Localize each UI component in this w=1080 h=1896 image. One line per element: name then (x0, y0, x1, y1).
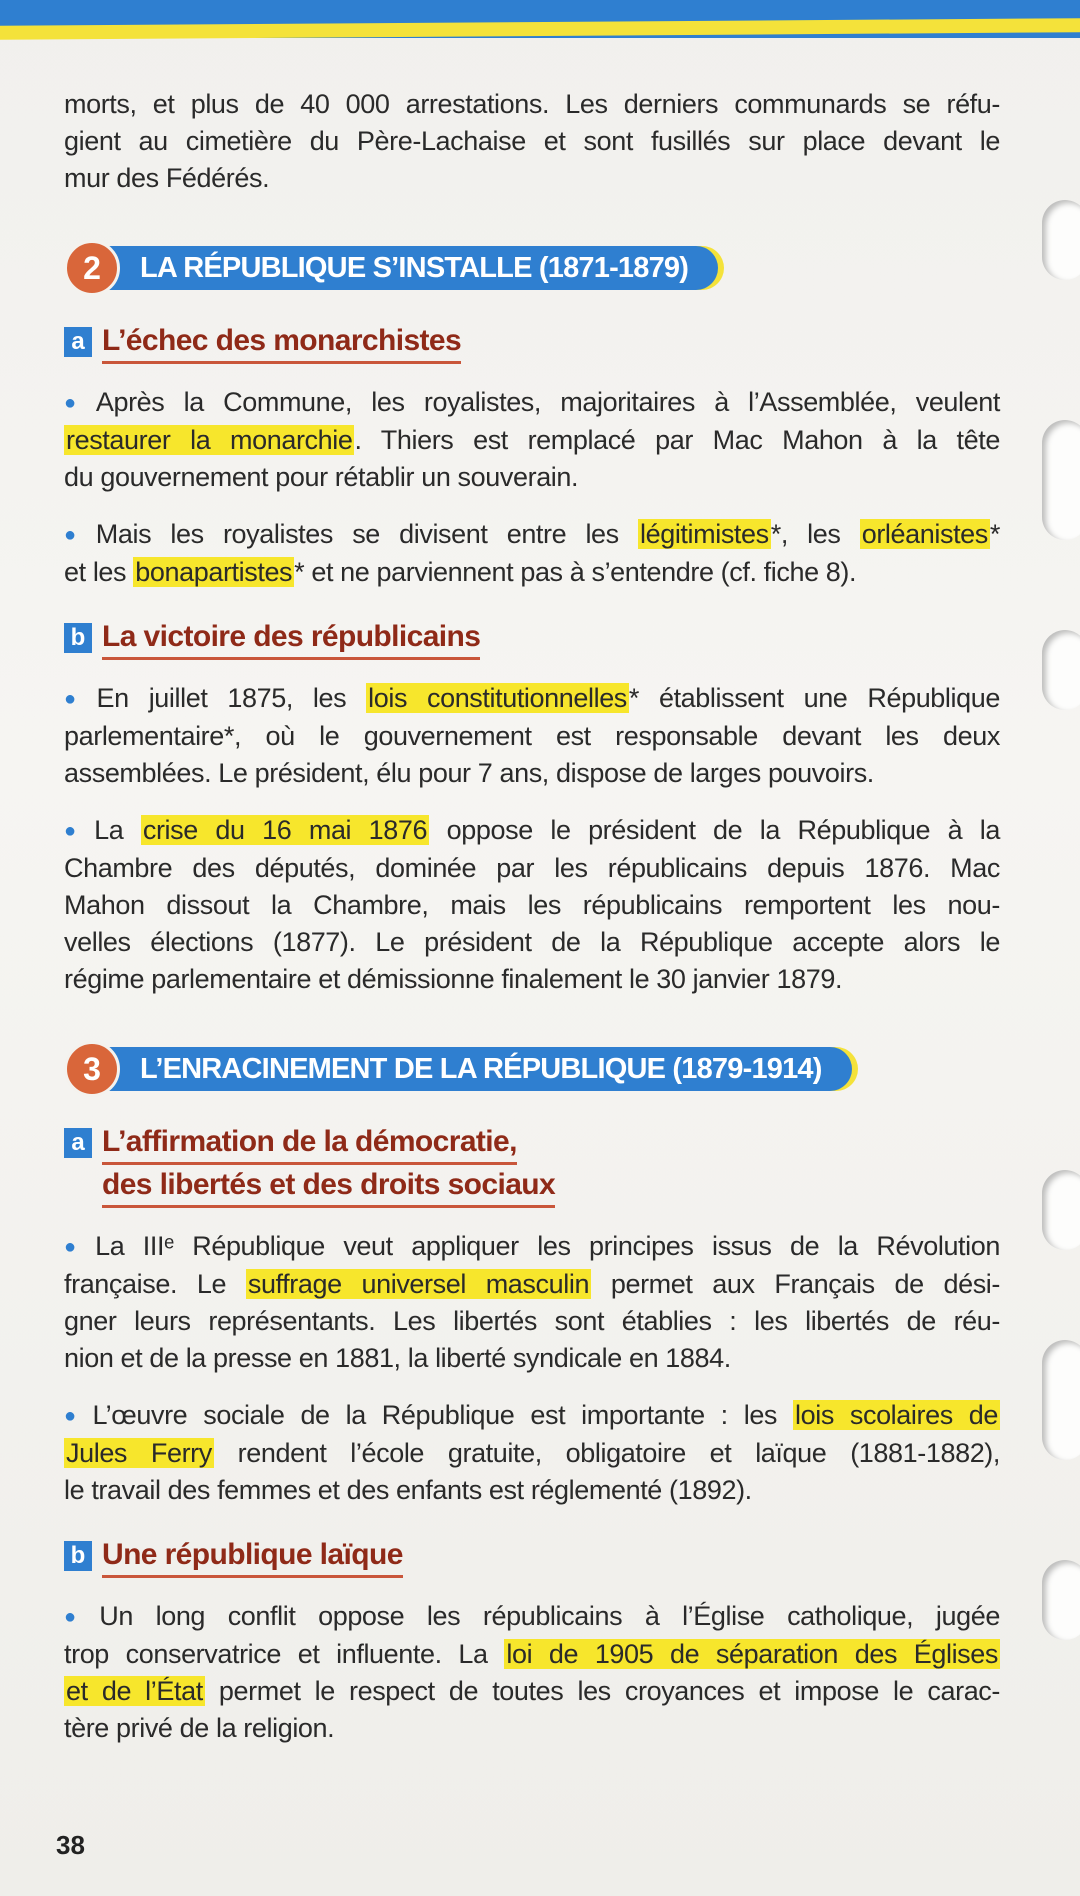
text-segment: Chambre des députés, dominée par les républicains depuis 1876. Mac (64, 853, 1000, 883)
paragraph (64, 1228, 1000, 1377)
binder-holes (1020, 0, 1080, 1896)
text-segment: rendent l’école gratuite, obligatoire et laïque (1881-1882), (213, 1438, 1001, 1468)
text-line (64, 123, 1000, 160)
text-line (64, 1397, 1000, 1435)
text-line (64, 755, 1000, 792)
highlighted-text: restaurer la monarchie (66, 425, 353, 455)
page-number: 38 (56, 1830, 85, 1860)
paragraph (64, 1598, 1000, 1747)
text-line (64, 850, 1000, 887)
subsection-title-line: L’échec des monarchistes (102, 321, 461, 364)
text-segment: Mahon dissout la Chambre, mais les républicains remportent les nou- (64, 890, 1000, 920)
subsection-heading (64, 1122, 1000, 1208)
text-segment: assemblées. Le président, élu pour 7 ans, dispose de larges pouvoirs. (64, 758, 874, 788)
text-line (64, 812, 1000, 850)
text-segment: mur des Fédérés. (64, 163, 270, 193)
subsection-title (102, 1535, 403, 1578)
subsection-heading (64, 617, 1000, 660)
yellow-stripe (0, 18, 1080, 40)
bullet-icon: ● (64, 524, 88, 546)
text-segment: gient au cimetière du Père-Lachaise et sont fusillés sur place devant le (64, 126, 1000, 156)
subsection-title (102, 321, 461, 364)
text-line (64, 1303, 1000, 1340)
text-segment: * et ne parviennent pas à s’entendre (cf. fiche 8). (294, 557, 857, 587)
text-line (64, 1598, 1000, 1636)
text-line (64, 887, 1000, 924)
subsection-letter: b (64, 1541, 92, 1571)
top-color-band (0, 0, 1080, 38)
subsection-title-line: La victoire des républicains (102, 617, 480, 660)
text-segment: * établissent une République (628, 683, 1000, 713)
paragraph (64, 86, 1000, 197)
section-title: LA RÉPUBLIQUE S’INSTALLE (1871-1879) (106, 246, 718, 290)
text-segment: permet le respect de toutes les croyances et impose le carac- (204, 1676, 1001, 1706)
text-line (64, 1673, 1000, 1710)
text-segment: oppose le président de la République à la (429, 815, 1000, 845)
text-segment: Mais les royalistes se divisent entre les (95, 519, 638, 549)
text-segment: velles élections (1877). Le président de la République accepte alors le (64, 927, 1000, 957)
highlighted-text: lois constitutionnelles (368, 683, 627, 713)
text-segment: . Thiers est remplacé par Mac Mahon à la tête (354, 425, 1000, 455)
highlighted-text: Jules Ferry (66, 1438, 212, 1468)
text-segment: le travail des femmes et des enfants est réglementé (1892). (64, 1475, 752, 1505)
text-line (64, 459, 1000, 496)
bullet-icon: ● (64, 1236, 88, 1258)
highlighted-text: orléanistes (861, 519, 988, 549)
bullet-icon: ● (64, 392, 88, 414)
text-line (64, 1266, 1000, 1303)
text-segment: morts, et plus de 40 000 arrestations. Les derniers communards se réfu- (64, 89, 1000, 119)
text-segment: permet aux Français de dési- (591, 1269, 1000, 1299)
highlighted-text: crise du 16 mai 1876 (142, 815, 428, 845)
section-number: 2 (64, 240, 120, 296)
text-segment: tère privé de la religion. (64, 1713, 335, 1743)
bullet-icon: ● (64, 1405, 85, 1427)
punch-hole (1042, 630, 1080, 710)
text-line (64, 554, 1000, 591)
subsection-letter: b (64, 623, 92, 653)
subsection-title-line: Une république laïque (102, 1535, 403, 1578)
text-line (64, 384, 1000, 422)
bullet-icon: ● (64, 688, 89, 710)
highlighted-text: légitimistes (640, 519, 769, 549)
text-line (64, 718, 1000, 755)
text-segment: L’œuvre sociale de la République est importante : les (92, 1400, 793, 1430)
text-segment: * (989, 519, 1000, 549)
paragraph (64, 1397, 1000, 1509)
text-segment: nion et de la presse en 1881, la liberté syndicale en 1884. (64, 1343, 731, 1373)
paragraph (64, 516, 1000, 591)
highlighted-text: lois scolaires de (795, 1400, 998, 1430)
subsection-heading (64, 321, 1000, 364)
text-segment: La (94, 815, 141, 845)
text-line (64, 1472, 1000, 1509)
text-segment: régime parlementaire et démissionne finalement le 30 janvier 1879. (64, 964, 843, 994)
text-segment: Après la Commune, les royalistes, majoritaires à l’Assemblée, veulent (95, 387, 1000, 417)
section-number: 3 (64, 1041, 120, 1097)
text-line (64, 680, 1000, 718)
highlighted-text: suffrage universel masculin (247, 1269, 590, 1299)
text-line (64, 422, 1000, 459)
text-segment: trop conservatrice et influente. La (64, 1639, 505, 1669)
highlighted-text: et de l’État (66, 1676, 203, 1706)
bullet-icon: ● (64, 820, 87, 842)
subsection-heading (64, 1535, 1000, 1578)
text-segment: et les (64, 557, 134, 587)
text-line (64, 961, 1000, 998)
subsection-letter: a (64, 1128, 92, 1158)
page-content (64, 86, 1000, 1747)
text-line (64, 1636, 1000, 1673)
text-line (64, 924, 1000, 961)
paragraph (64, 384, 1000, 496)
text-segment: gner leurs représentants. Les libertés sont établies : les libertés de réu- (64, 1306, 1000, 1336)
highlighted-text: loi de 1905 de séparation des Églises (506, 1639, 998, 1669)
punch-hole (1042, 1170, 1080, 1250)
text-segment: française. Le (64, 1269, 246, 1299)
punch-hole (1042, 1560, 1080, 1640)
highlighted-text: bonapartistes (135, 557, 293, 587)
text-segment: *, les (770, 519, 860, 549)
text-segment: La IIIᵉ République veut appliquer les principes issus de la Révolution (95, 1231, 1000, 1261)
section-title: L’ENRACINEMENT DE LA RÉPUBLIQUE (1879-1914) (106, 1047, 852, 1091)
text-line (64, 1228, 1000, 1266)
paragraph (64, 680, 1000, 792)
subsection-title (102, 617, 480, 660)
subsection-title-line: L’affirmation de la démocratie, (102, 1122, 517, 1165)
punch-hole (1042, 200, 1080, 280)
text-line (64, 160, 1000, 197)
section-banner (64, 241, 1000, 295)
text-line (64, 516, 1000, 554)
section-banner (64, 1042, 1000, 1096)
paragraph (64, 812, 1000, 998)
text-segment: Un long conflit oppose les républicains à l’Église catholique, jugée (99, 1601, 1000, 1631)
text-line (64, 1435, 1000, 1472)
text-line (64, 1710, 1000, 1747)
subsection-letter: a (64, 327, 92, 357)
subsection-title-line: des libertés et des droits sociaux (102, 1165, 555, 1208)
text-segment: En juillet 1875, les (96, 683, 367, 713)
text-line (64, 1340, 1000, 1377)
text-line (64, 86, 1000, 123)
punch-hole (1042, 1340, 1080, 1460)
text-segment: parlementaire*, où le gouvernement est responsable devant les deux (64, 721, 1000, 751)
bullet-icon: ● (64, 1606, 92, 1628)
text-segment: du gouvernement pour rétablir un souverain. (64, 462, 579, 492)
subsection-title (102, 1122, 555, 1208)
punch-hole (1042, 420, 1080, 540)
